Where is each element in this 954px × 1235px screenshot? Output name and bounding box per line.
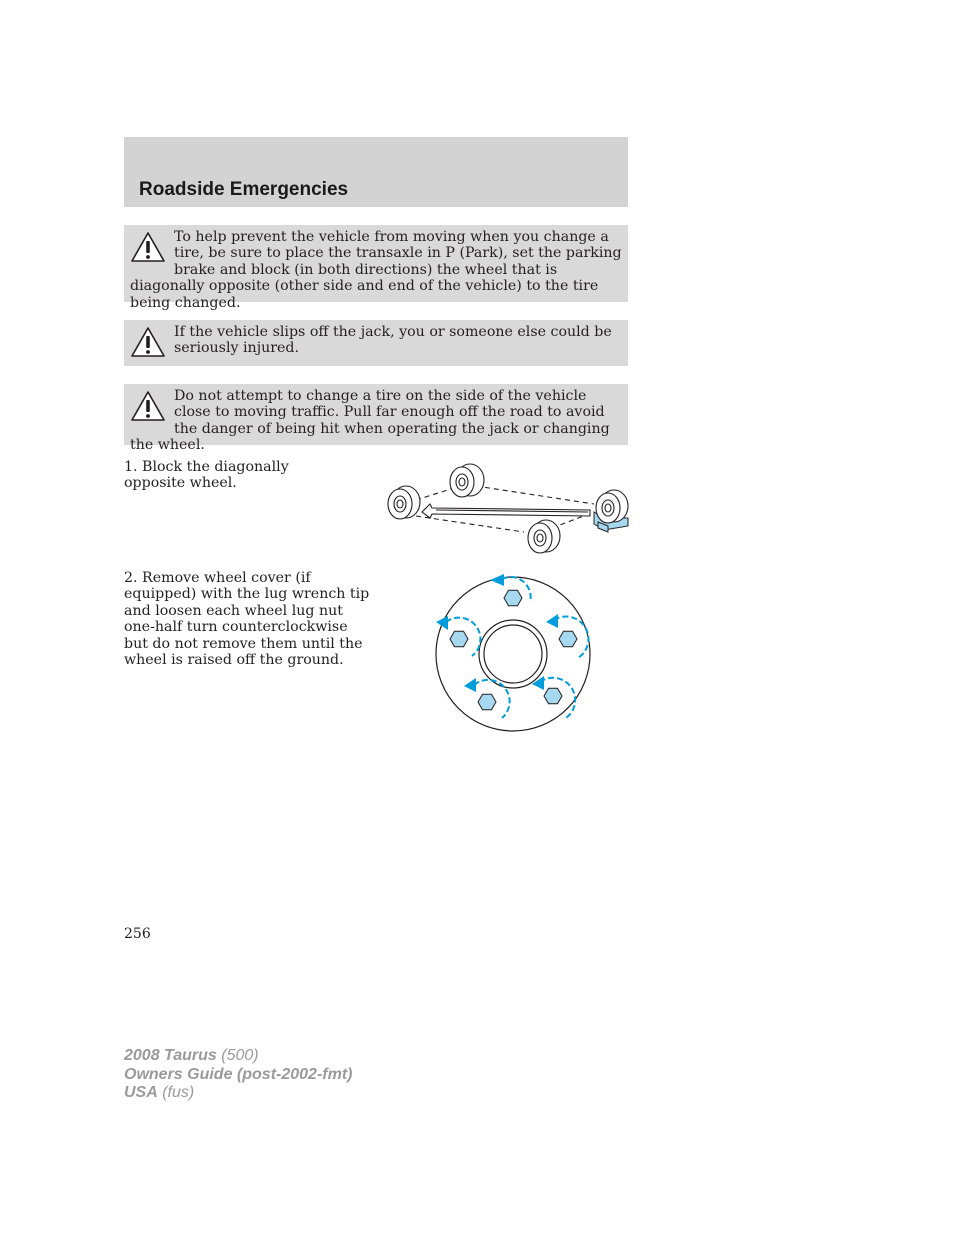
warning-triangle-icon [130, 390, 166, 422]
footer-line-3 [124, 1084, 352, 1103]
document-footer [124, 1047, 352, 1103]
warning-text: To help prevent the vehicle from moving when you change a tire, be sure to place the transaxle in P (Park), set the parking brake and block (in both directions) the wheel that is diagonally opposite (other side and end of the vehicle) to the tire being changed. [130, 229, 622, 311]
footer-market: USA [124, 1084, 158, 1101]
step-2-text: 2. Remove wheel cover (if equipped) with the lug wrench tip and loosen each wheel lug nut one-half turn counterclockwise but do not remove them until the wheel is raised off the ground. [124, 570, 370, 669]
footer-model: 2008 Taurus [124, 1047, 217, 1064]
section-title: Roadside Emergencies [139, 179, 349, 200]
warning-triangle-icon [130, 231, 166, 263]
lug-nut-loosening-diagram [432, 572, 596, 736]
warning-box-wheel-block [124, 225, 628, 311]
footer-line-2 [124, 1066, 352, 1085]
warning-text: If the vehicle slips off the jack, you or someone else could be seriously injured. [174, 324, 612, 357]
warning-box-jack-slip [124, 320, 628, 366]
footer-guide: Owners Guide (post-2002-fmt) [124, 1065, 353, 1083]
section-header [124, 137, 628, 207]
footer-market-code: (fus) [157, 1084, 195, 1101]
footer-line-1 [124, 1047, 352, 1066]
wheel-block-diagram [384, 460, 630, 560]
warning-text: Do not attempt to change a tire on the side of the vehicle close to moving traffic. Pull far enough off the road to avoid the danger of being hit when operating the jack or changing the wheel. [130, 388, 610, 454]
footer-model-code: (500) [216, 1047, 259, 1064]
warning-triangle-icon [130, 326, 166, 358]
step-1-text: 1. Block the diagonally opposite wheel. [124, 459, 289, 492]
page-number: 256 [124, 926, 151, 942]
warning-box-traffic [124, 384, 628, 454]
